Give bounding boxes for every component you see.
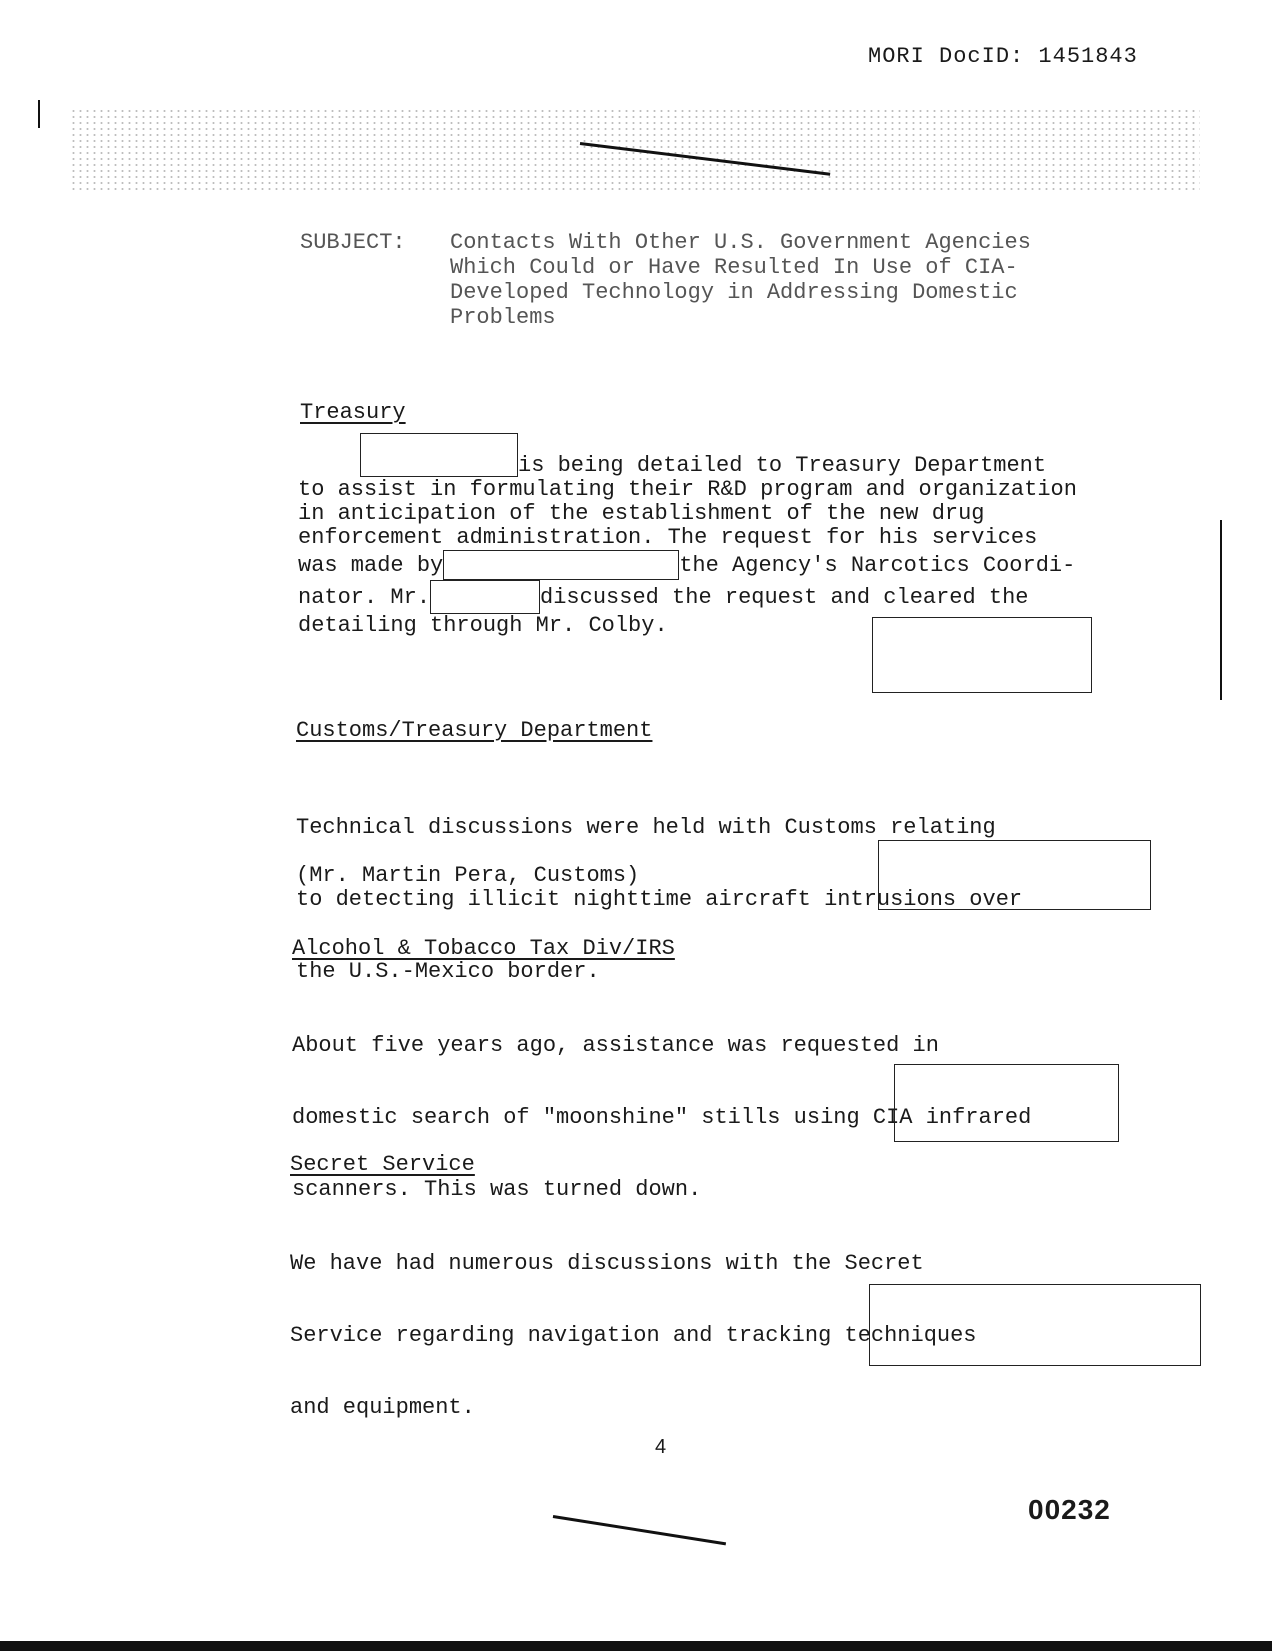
paragraph-line: Service regarding navigation and tracking techniques — [290, 1323, 977, 1348]
redaction-box — [443, 550, 679, 580]
text-run: discussed the request and cleared the — [540, 584, 1029, 610]
paragraph-line — [298, 453, 1077, 478]
doc-id: MORI DocID: 1451843 — [868, 44, 1138, 69]
classification-strike-line-bottom — [553, 1515, 726, 1545]
paragraph-line: and equipment. — [290, 1395, 475, 1420]
customs-contact: (Mr. Martin Pera, Customs) — [296, 863, 640, 888]
paragraph-line: scanners. This was turned down. — [292, 1177, 702, 1202]
paragraph-line: Technical discussions were held with Customs relating — [296, 815, 996, 840]
right-margin-mark — [1220, 520, 1222, 700]
redaction-box — [869, 1284, 1201, 1366]
redaction-box — [894, 1064, 1119, 1142]
paragraph-line: We have had numerous discussions with the Secret — [290, 1251, 924, 1276]
paragraph-line: domestic search of "moonshine" stills using CIA infrared — [292, 1105, 1032, 1130]
alcohol-tobacco-heading: Alcohol & Tobacco Tax Div/IRS — [292, 936, 675, 961]
paragraph-line: the U.S.-Mexico border. — [296, 959, 600, 984]
paragraph-line: detailing through Mr. Colby. — [298, 612, 668, 638]
paragraph-line — [298, 550, 1077, 580]
redaction-box — [878, 840, 1151, 910]
subject-line: Problems — [450, 305, 556, 330]
subject-line: Which Could or Have Resulted In Use of CIA- — [450, 255, 1018, 280]
treasury-heading: Treasury — [300, 400, 406, 425]
paragraph-line — [298, 580, 1077, 614]
subject-lines — [450, 230, 1130, 330]
text-run: is being detailed to Treasury Department — [518, 452, 1047, 478]
paragraph-line: to assist in formulating their R&D program and organization — [298, 476, 1077, 502]
paragraph-line: About five years ago, assistance was requested in — [292, 1033, 939, 1058]
redaction-box — [430, 580, 540, 614]
bates-stamp: 00232 — [1028, 1494, 1111, 1525]
treasury-paragraph — [298, 453, 1077, 638]
text-run: the Agency's Narcotics Coordi- — [679, 552, 1076, 578]
subject-label: SUBJECT: — [300, 230, 406, 255]
paragraph-line: in anticipation of the establishment of the new drug — [298, 500, 985, 526]
paragraph-line: enforcement administration. The request for his services — [298, 524, 1038, 550]
text-run: was made by — [298, 552, 444, 578]
secret-service-heading: Secret Service — [290, 1152, 475, 1177]
bottom-scan-edge — [0, 1641, 1272, 1651]
paragraph-line: to detecting illicit nighttime aircraft intrusions over — [296, 887, 1023, 912]
text-run: nator. Mr. — [298, 584, 431, 610]
redaction-box — [872, 617, 1092, 693]
subject-line: Developed Technology in Addressing Domestic — [450, 280, 1018, 305]
redaction-box — [360, 433, 518, 477]
page-number: 4 — [655, 1436, 667, 1458]
left-margin-mark — [38, 100, 40, 128]
customs-heading: Customs/Treasury Department — [296, 718, 653, 743]
subject-line: Contacts With Other U.S. Government Agencies — [450, 230, 1031, 255]
